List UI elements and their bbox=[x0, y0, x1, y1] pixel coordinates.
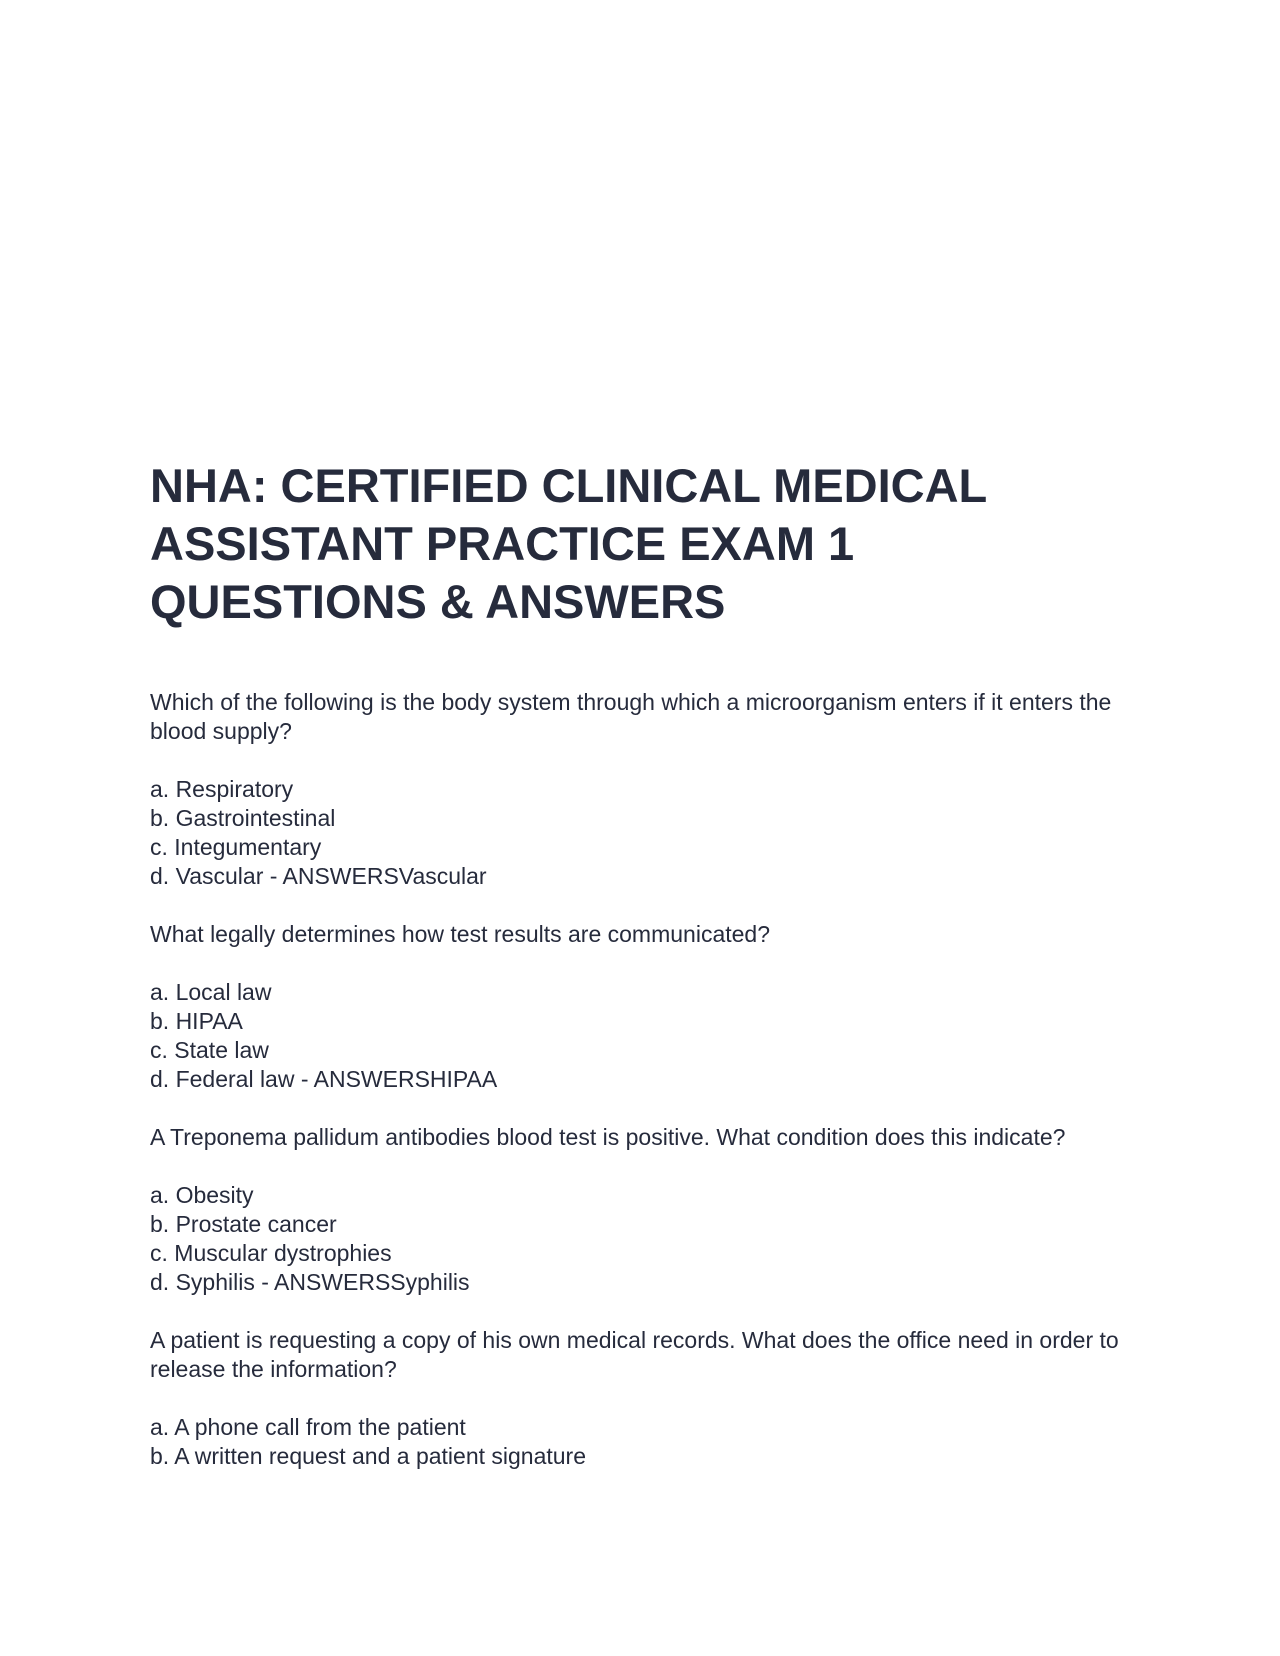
answer-option: b. Prostate cancer bbox=[150, 1211, 337, 1237]
answer-option: a. Local law bbox=[150, 979, 272, 1005]
answer-option: b. A written request and a patient signature bbox=[150, 1443, 587, 1469]
question-block-2 bbox=[150, 920, 1130, 1094]
question-text: A Treponema pallidum antibodies blood test is positive. What condition does this indicate? bbox=[150, 1124, 1066, 1150]
answer-option: d. Syphilis - ANSWERSSyphilis bbox=[150, 1269, 470, 1295]
document-page bbox=[150, 457, 1130, 1500]
answer-option: c. Muscular dystrophies bbox=[150, 1240, 392, 1266]
answer-option: b. HIPAA bbox=[150, 1008, 243, 1034]
answer-option: a. A phone call from the patient bbox=[150, 1414, 466, 1440]
answer-option: c. State law bbox=[150, 1037, 269, 1063]
question-text: Which of the following is the body system through which a microorganism enters if it enters the blood supply? bbox=[150, 689, 1112, 744]
answer-options bbox=[150, 978, 1130, 1094]
question-list bbox=[150, 688, 1130, 1471]
answer-option: a. Obesity bbox=[150, 1182, 254, 1208]
question-block-1 bbox=[150, 688, 1130, 891]
answer-option: a. Respiratory bbox=[150, 776, 294, 802]
question-text: What legally determines how test results are communicated? bbox=[150, 921, 771, 947]
question-block-3 bbox=[150, 1123, 1130, 1297]
answer-option: b. Gastrointestinal bbox=[150, 805, 336, 831]
answer-option: c. Integumentary bbox=[150, 834, 322, 860]
answer-options bbox=[150, 1413, 1130, 1471]
question-block-4 bbox=[150, 1326, 1130, 1471]
answer-options bbox=[150, 775, 1130, 891]
answer-options bbox=[150, 1181, 1130, 1297]
answer-option: d. Vascular - ANSWERSVascular bbox=[150, 863, 487, 889]
question-text: A patient is requesting a copy of his own medical records. What does the office need in order to release the information? bbox=[150, 1327, 1119, 1382]
document-title: NHA: CERTIFIED CLINICAL MEDICAL ASSISTANT PRACTICE EXAM 1 QUESTIONS & ANSWERS bbox=[150, 459, 987, 628]
answer-option: d. Federal law - ANSWERSHIPAA bbox=[150, 1066, 498, 1092]
